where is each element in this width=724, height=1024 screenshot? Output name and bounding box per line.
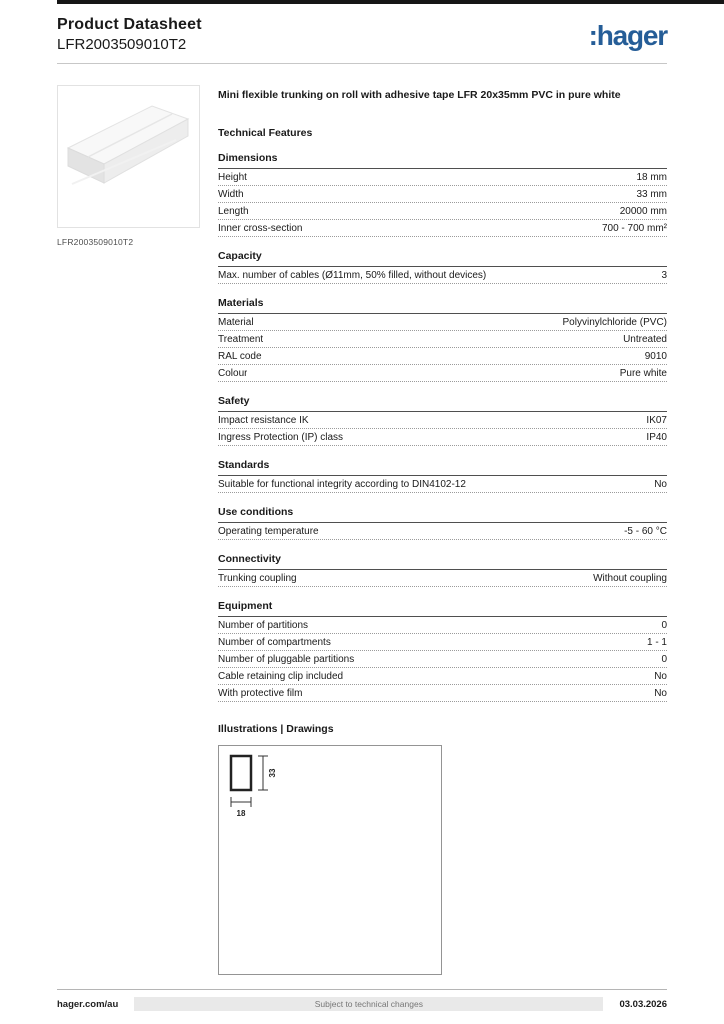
footer-row [57,997,667,1011]
spec-value: No [654,479,667,491]
spec-row [218,523,667,540]
technical-features-heading: Technical Features [218,127,313,140]
spec-section [218,553,667,587]
spec-value: 1 - 1 [646,637,667,649]
footer-notice-bar [134,997,603,1011]
spec-row [218,668,667,685]
spec-row [218,348,667,365]
spec-value: 9010 [644,351,667,363]
spec-value: Polyvinylchloride (PVC) [562,317,667,329]
header-titles [57,16,202,53]
product-image [58,86,199,227]
spec-section [218,459,667,493]
spec-section [218,506,667,540]
product-code: LFR2003509010T2 [57,36,187,53]
spec-label: Inner cross-section [218,223,303,235]
spec-row [218,220,667,237]
spec-label: Length [218,206,249,218]
section-heading: Safety [218,395,667,412]
illustrations-section [218,723,667,975]
spec-label: Number of partitions [218,620,309,632]
spec-section [218,395,667,446]
spec-row [218,617,667,634]
section-heading: Dimensions [218,152,667,169]
spec-label: Treatment [218,334,264,346]
section-heading: Capacity [218,250,667,267]
spec-row [218,685,667,702]
spec-label: Operating temperature [218,526,319,538]
spec-label: Width [218,189,244,201]
spec-value: Untreated [623,334,667,346]
spec-row [218,331,667,348]
spec-value: Pure white [619,368,667,380]
spec-row [218,412,667,429]
spec-label: RAL code [218,351,262,363]
section-heading: Use conditions [218,506,667,523]
image-column [57,85,200,247]
spec-row [218,651,667,668]
spec-value: IP40 [646,432,667,444]
drawing-frame [218,745,442,975]
illustrations-heading: Illustrations | Drawings [218,723,334,736]
product-title: Mini flexible trunking on roll with adhesive tape LFR 20x35mm PVC in pure white [218,89,621,101]
spec-label: Cable retaining clip included [218,671,344,683]
spec-section [218,152,667,237]
spec-value: IK07 [646,415,667,427]
spec-label: Trunking coupling [218,573,297,585]
spec-section [218,600,667,702]
spec-value: 0 [661,620,667,632]
spec-label: Suitable for functional integrity according to DIN4102-12 [218,479,466,491]
spec-value: No [654,671,667,683]
spec-row [218,634,667,651]
spec-value: No [654,688,667,700]
spec-value: 0 [661,654,667,666]
spec-column [218,85,667,975]
page-footer [57,989,667,1024]
section-heading: Connectivity [218,553,667,570]
spec-label: Ingress Protection (IP) class [218,432,344,444]
section-heading: Materials [218,297,667,314]
spec-value: 33 mm [636,189,667,201]
cross-section-drawing [219,746,349,856]
section-heading: Standards [218,459,667,476]
drawing-height-dimension: 33 [268,768,278,778]
spec-row [218,476,667,493]
spec-label: With protective film [218,688,303,700]
spec-value: -5 - 60 °C [624,526,667,538]
spec-section [218,250,667,284]
footer-date: 03.03.2026 [619,998,667,1010]
product-image-frame [57,85,200,228]
spec-label: Number of compartments [218,637,331,649]
spec-row [218,186,667,203]
spec-value: 700 - 700 mm² [601,223,667,235]
spec-row [218,203,667,220]
spec-value: 3 [661,270,667,282]
spec-row [218,314,667,331]
page-title: Product Datasheet [57,16,202,33]
spec-row [218,365,667,382]
spec-label: Max. number of cables (Ø11mm, 50% filled, without devices) [218,270,487,282]
hager-logo: :hager [588,20,667,51]
page-header [57,0,667,64]
spec-sections [218,152,667,702]
footer-site-link[interactable]: hager.com/au [57,998,119,1010]
spec-value: Without coupling [593,573,667,585]
drawing-width-dimension: 18 [236,809,246,819]
spec-value: 18 mm [636,172,667,184]
spec-row [218,570,667,587]
spec-row [218,429,667,446]
spec-label: Material [218,317,254,329]
spec-label: Impact resistance IK [218,415,309,427]
spec-label: Colour [218,368,248,380]
spec-label: Number of pluggable partitions [218,654,355,666]
spec-value: 20000 mm [619,206,667,218]
top-accent-bar [57,0,724,4]
content-area [57,64,667,989]
spec-label: Height [218,172,247,184]
footer-notice-text: Subject to technical changes [314,999,423,1009]
footer-divider [57,989,667,990]
spec-row [218,267,667,284]
section-heading: Equipment [218,600,667,617]
product-image-caption: LFR2003509010T2 [57,237,134,247]
spec-section [218,297,667,382]
spec-row [218,169,667,186]
